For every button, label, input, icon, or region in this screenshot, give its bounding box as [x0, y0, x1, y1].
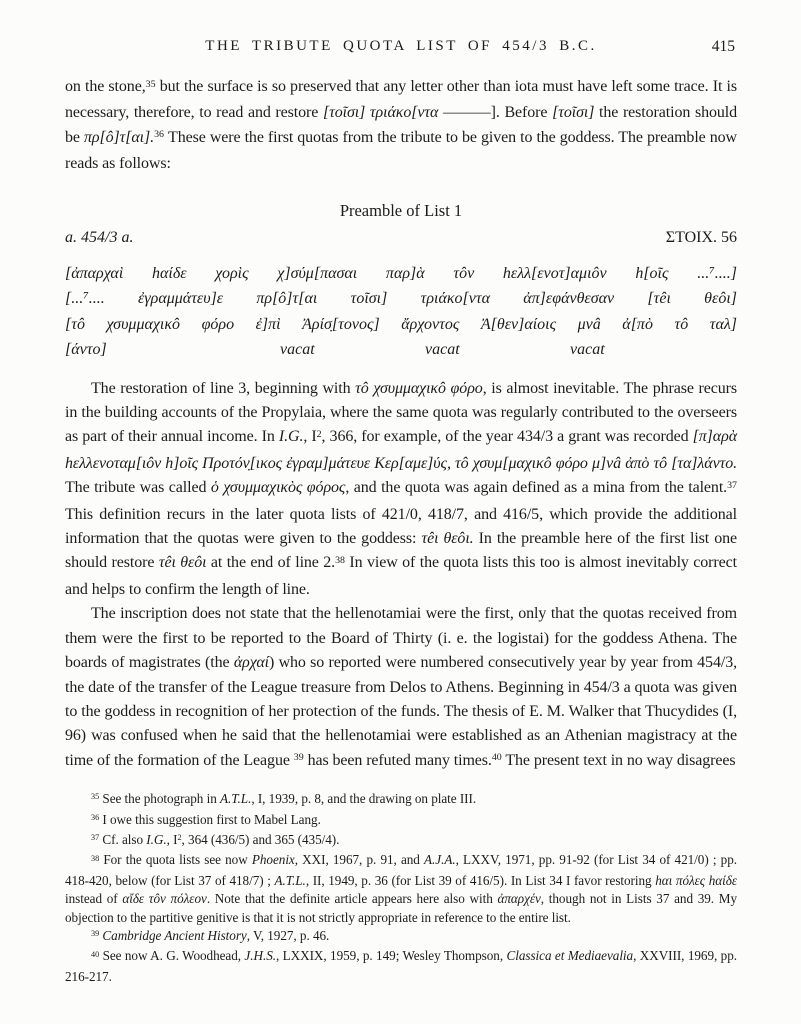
greek-line-4-start: [άντο]: [65, 341, 107, 359]
greek-line-2: [...⁷.... ἐγραμμάτευ]ε πρ[ô]τ[αι τοῖσι] τριάκο[ντα ἀπ]εφάνθεσαν [τêι θεôι]: [65, 290, 737, 308]
footnote-40: $^{40}$ See now A. G. Woodhead, J.H.S., LXXIX, 1959, p. 149; Wesley Thompson, Classica et Mediaevalia, XXVIII, 1969, pp. 216-217.: [65, 948, 737, 984]
running-header: [65, 38, 737, 55]
preamble-section: [65, 201, 737, 363]
body-paragraph-1: on the stone,$^{35}$ but the surface is so preserved that any letter other than iota must have left some trace. It is necessary, therefore, to read and restore [τοῖσι] τριάκο[ντα ———]. Before [τοῖσι] the restoration should be πρ[ô]τ[αι].$^{36}$ These were the first quotas from the tribute to be given to the goddess. The preamble now reads as follows:: [65, 78, 738, 173]
greek-inscription-block: [65, 261, 737, 363]
vacat-label-2: vacat: [425, 341, 460, 359]
preamble-date-label: a. 454/3 a.: [65, 228, 134, 246]
vacat-label-3: vacat: [570, 341, 605, 359]
preamble-heading: Preamble of List 1: [339, 200, 463, 220]
footnote-35: $^{35}$ See the photograph in A.T.L., I, 1939, p. 8, and the drawing on plate III.: [91, 791, 477, 807]
footnote-38: $^{38}$ For the quota lists see now Phoenix, XXI, 1967, p. 91, and A.J.A., LXXV, 1971, pp. 91-92 (for List 34 of 421/0) ; pp. 418-420, below (for List 37 of 418/7) ; A.T.L., II, 1949, p. 36 (for List 39 of 416/5). In List 34 I favor restoring hαι πόλες hαίδε instead of αἴδε τôν πόλεον. Note that the definite article appears here also with ἀπαρχέν, though not in Lists 37 and 39. My objection to the partitive genitive is that it is not strictly appropriate in reference to the entire list.: [65, 852, 738, 925]
footnote-37: $^{37}$ Cf. also I.G., $I^2$, 364 (436/5) and 365 (435/4).: [91, 831, 340, 847]
greek-line-4: [65, 337, 737, 363]
body-paragraph-3: The inscription does not state that the hellenotamiai were the first, only that the quotas received from them were the first to be reported to the Board of Thirty (i. e. the logistai) for the goddess Athena. The boards of magistrates (the ἀρχαί) who so reported were numbered consecutively year by year from 454/3, the date of the transfer of the League treasure from Delos to Athens. Beginning in 454/3 a quota was given to the goddess in recognition of her protection of the funds. The thesis of E. M. Walker that Thucydides (I, 96) was confused when he said that the hellenotamiai were established as an Athenian magistracy at the time of the formation of the League $^{39}$ has been refuted many times.$^{40}$ The present text in no way disagrees: [65, 605, 738, 769]
preamble-meta-row: [65, 229, 737, 247]
footnotes-section: [65, 790, 737, 986]
greek-line-1: [ἀπαρχαὶ hαίδε χορὶς χ]σύμ[πασαι παρ]ὰ τôν hελλ[ενοτ]αμιôν h[οῖς ...⁷....]: [65, 264, 737, 282]
vacat-label-1: vacat: [280, 341, 315, 359]
greek-line-3: [τô χσυμμαχικô φόρο ἐ]πὶ Ἀρίσ̣[τονος] ἄρχοντος Ἀ[θεν]αίοις μνâ ἀ[πὸ τô ταλ]: [65, 315, 737, 333]
footnote-36: $^{36}$ I owe this suggestion first to Mabel Lang.: [91, 811, 321, 827]
stoichedon-label: ΣΤΟΙΧ. 56: [665, 228, 737, 246]
footnote-39: $^{39}$ Cambridge Ancient History, V, 1927, p. 46.: [91, 927, 330, 943]
running-title: THE TRIBUTE QUOTA LIST OF 454/3 B.C.: [205, 38, 597, 54]
body-paragraph-2: The restoration of line 3, beginning with τô χσυμμαχικô φόρο, is almost inevitable. The phrase recurs in the building accounts of the Propylaia, where the same quota was regularly contributed to the overseers as part of their annual income. In I.G., $I^2$, 366, for example, of the year 434/3 a grant was recorded [π]αρὰ hελλενοταμ[ιôν h]οῖς Προτόν̣[ικος ἐγραμ]μάτευε Κερ[αμε]ύς, τô χσυμ[μαχικô φόρο μ]νâ ἀπὸ τô [τα]λάντο. The tribute was called ὁ χσυμμαχικὸς φόρος, and the quota was again defined as a mina from the talent.$^{37}$ This definition recurs in the later quota lists of 421/0, 418/7, and 416/5, which provide the additional information that the quotas were given to the goddess: τêι θεôι. In the preamble here of the first list one should restore τêι θεôι at the end of line 2.38 In view of the quota lists this too is almost inevitably correct and helps to confirm the length of line.: [65, 379, 737, 598]
page-number: 415: [711, 38, 735, 55]
